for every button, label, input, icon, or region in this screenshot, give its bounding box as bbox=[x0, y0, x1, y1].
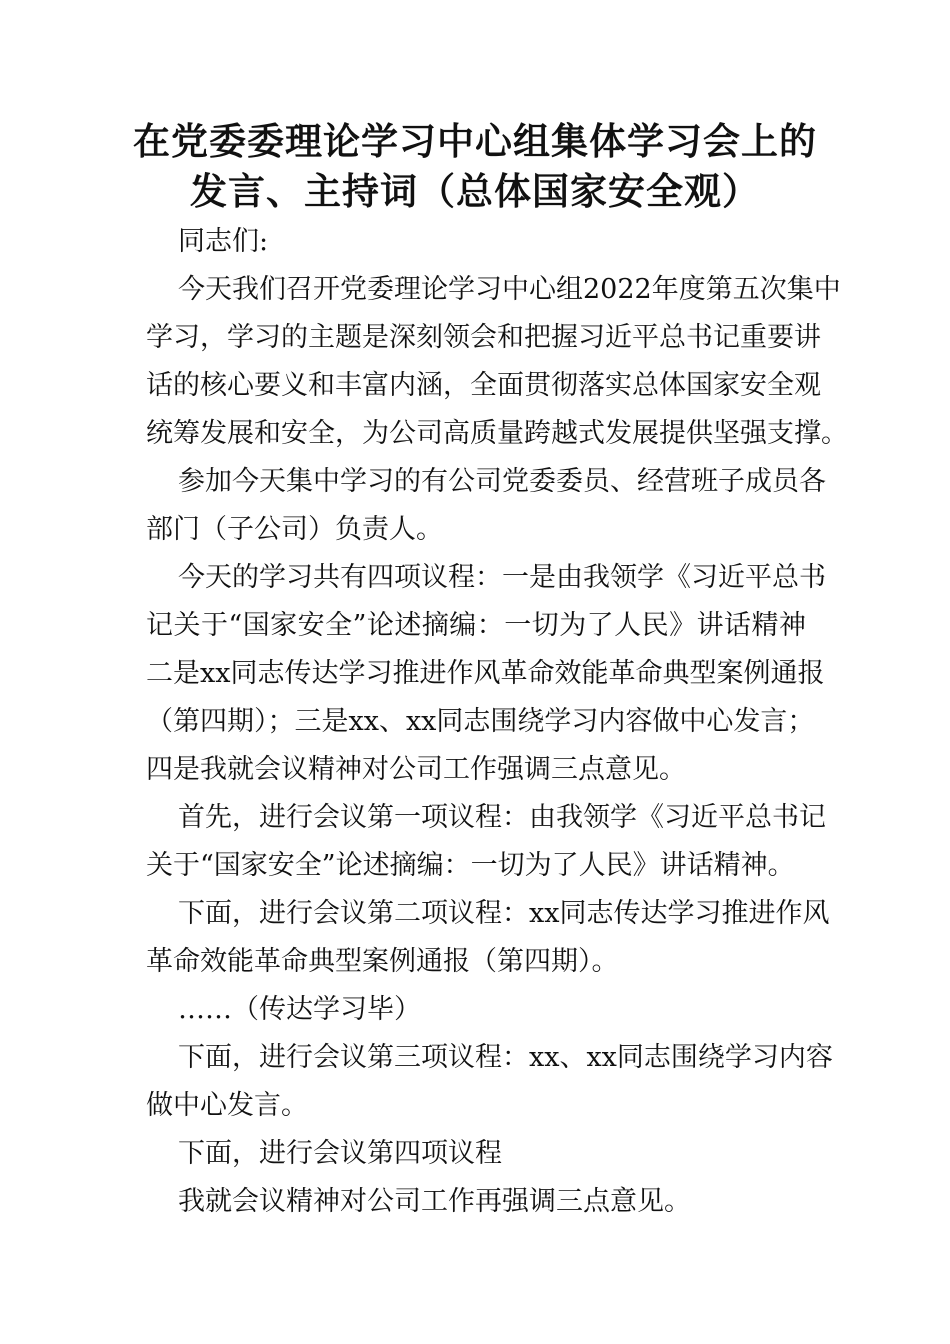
body-line: 四是我就会议精神对公司工作强调三点意见。 bbox=[146, 754, 686, 785]
body-line: 二是xx同志传达学习推进作风革命效能革命典型案例通报 bbox=[146, 658, 825, 689]
body-line: 部门（子公司）负责人。 bbox=[146, 514, 443, 545]
body-line: 今天我们召开党委理论学习中心组2022年度第五次集中 bbox=[178, 274, 841, 305]
document-title-line-1: 在党委委理论学习中心组集体学习会上的 bbox=[133, 119, 817, 163]
body-line: 革命效能革命典型案例通报（第四期）。 bbox=[146, 946, 619, 977]
body-line: 首先，进行会议第一项议程：由我领学《习近平总书记 bbox=[178, 802, 826, 833]
body-line: 关于“国家安全”论述摘编：一切为了人民》讲话精神。 bbox=[146, 850, 795, 881]
body-line: 做中心发言。 bbox=[146, 1090, 308, 1121]
body-line: 学习，学习的主题是深刻领会和把握习近平总书记重要讲 bbox=[146, 322, 821, 353]
body-line: ……（传达学习毕） bbox=[178, 994, 421, 1025]
body-line: （第四期）；三是xx、xx同志围绕学习内容做中心发言； bbox=[146, 706, 815, 737]
body-line: 下面，进行会议第二项议程：xx同志传达学习推进作风 bbox=[178, 898, 830, 929]
body-line: 今天的学习共有四项议程：一是由我领学《习近平总书 bbox=[178, 562, 826, 593]
body-line: 话的核心要义和丰富内涵，全面贯彻落实总体国家安全观 bbox=[146, 370, 821, 401]
document-title-line-2: 发言、主持词（总体国家安全观） bbox=[190, 169, 760, 213]
body-line: 我就会议精神对公司工作再强调三点意见。 bbox=[178, 1186, 691, 1217]
body-line: 统筹发展和安全，为公司高质量跨越式发展提供坚强支撑。 bbox=[146, 418, 848, 449]
salutation: 同志们: bbox=[178, 226, 269, 257]
body-line: 下面，进行会议第四项议程 bbox=[178, 1138, 502, 1169]
body-line: 下面，进行会议第三项议程：xx、xx同志围绕学习内容 bbox=[178, 1042, 833, 1073]
body-line: 记关于“国家安全”论述摘编：一切为了人民》讲话精神 bbox=[146, 610, 806, 641]
body-line: 参加今天集中学习的有公司党委委员、经营班子成员各 bbox=[178, 466, 826, 497]
